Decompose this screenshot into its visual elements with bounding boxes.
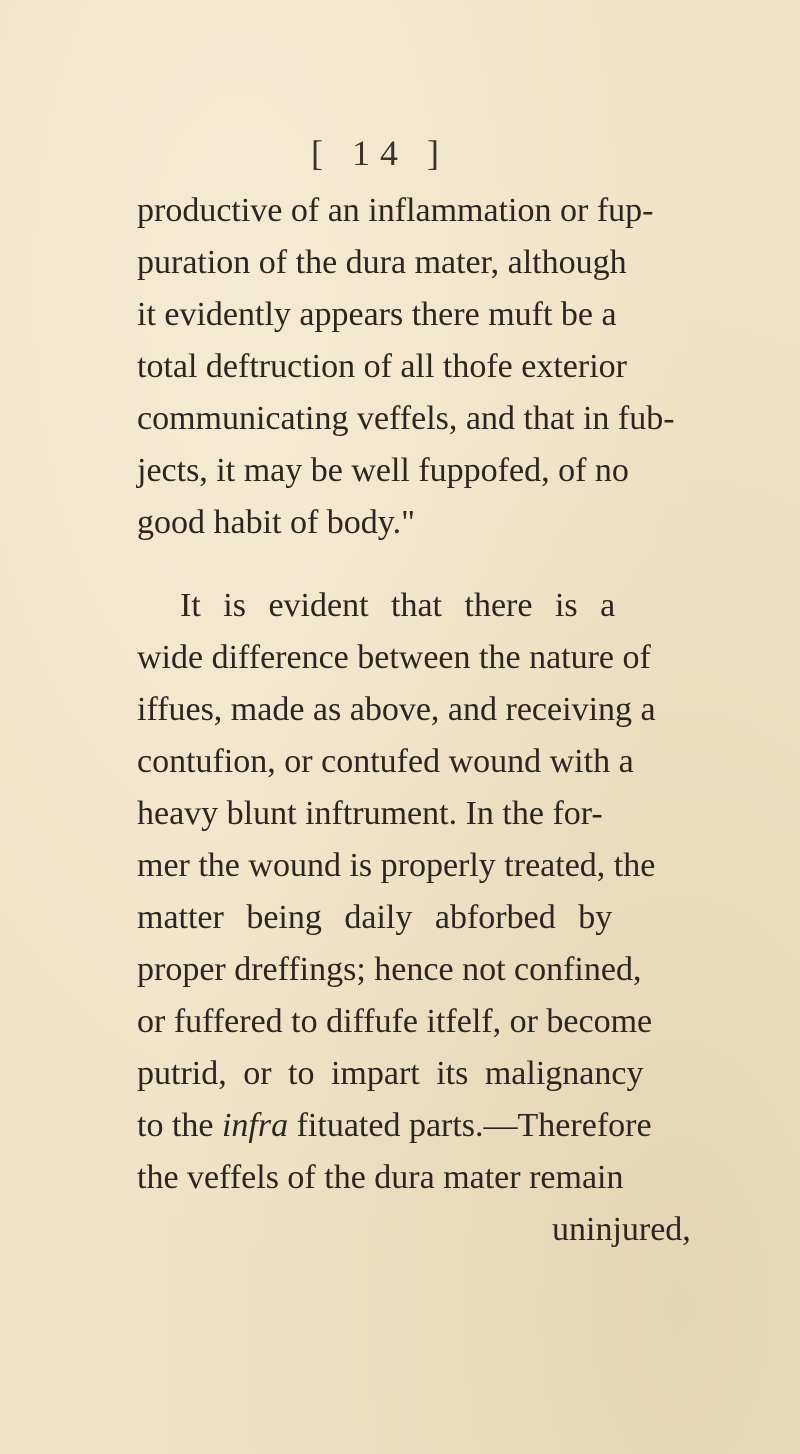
text-line: putrid, or to impart its malignancy: [137, 1055, 644, 1092]
text-line: or fuffered to diffufe itfelf, or become: [137, 1003, 653, 1040]
text-line: It is evident that there is a: [180, 587, 616, 624]
text-line: contufion, or contufed wound with a: [137, 743, 634, 780]
italic-word: infra: [221, 1107, 289, 1144]
text-line: iffues, made as above, and receiving a: [137, 691, 656, 728]
text-line: wide difference between the nature of: [137, 639, 651, 676]
text-line: communicating veffels, and that in fub-: [137, 400, 675, 437]
text-line: matter being daily abforbed by: [137, 899, 613, 936]
text-line: [137, 1100, 787, 1152]
text-line: it evidently appears there muft be a: [137, 296, 617, 333]
text-line: productive of an inflammation or fup-: [137, 192, 654, 229]
text-run: to the: [137, 1107, 214, 1144]
text-line: heavy blunt inftrument. In the for-: [137, 795, 603, 832]
text-line: total deftruction of all thofe exterior: [137, 348, 627, 385]
text-line: good habit of body.": [137, 504, 415, 541]
text-line: proper dreffings; hence not confined,: [137, 951, 642, 988]
catchword: uninjured,: [552, 1211, 691, 1248]
page-number: [ 14 ]: [311, 133, 449, 173]
text-line: jects, it may be well fuppofed, of no: [137, 452, 629, 489]
text-line: the veffels of the dura mater remain: [137, 1159, 624, 1196]
text-line: mer the wound is properly treated, the: [137, 847, 656, 884]
text-line: puration of the dura mater, although: [137, 244, 627, 281]
text-run: fituated parts.—Therefore: [296, 1107, 652, 1144]
